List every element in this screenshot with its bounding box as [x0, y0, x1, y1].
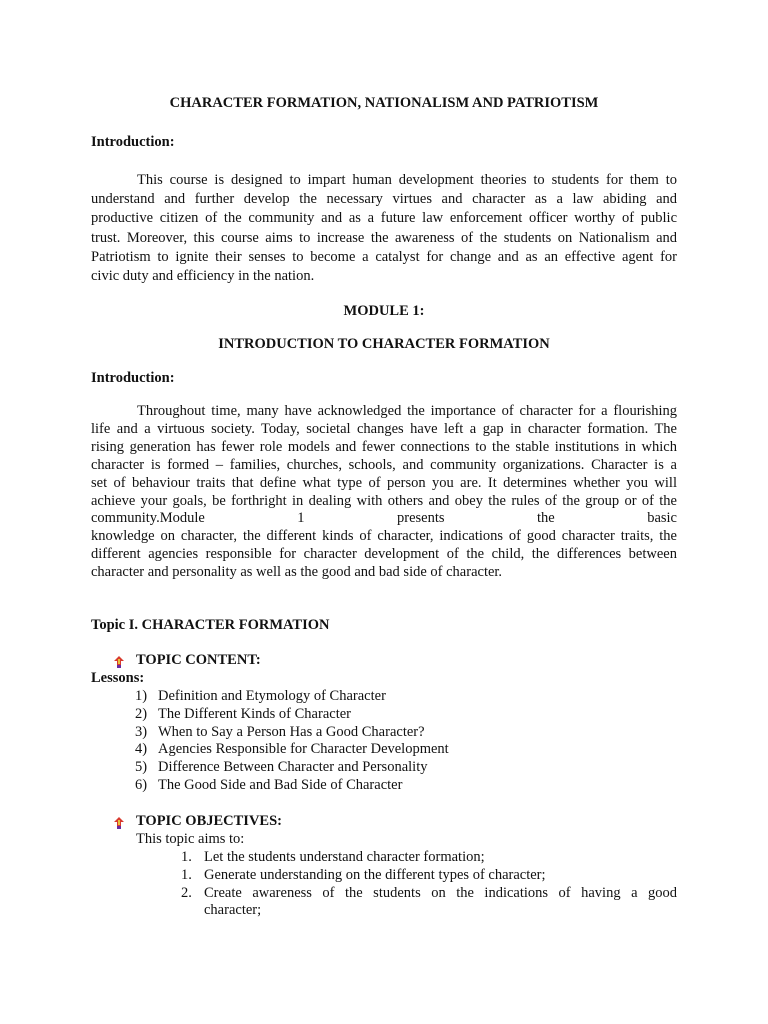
intro-line: productive citizen of the community and as a future law enforcement officer worthy of public: [91, 210, 677, 227]
module-intro-paragraph: [91, 403, 677, 582]
module-intro-line: rising generation has fewer role models and fewer connections to the stable institutions in which: [91, 438, 677, 455]
intro-line: understand and further develop the necessary virtues and character as a law abiding and: [91, 191, 677, 208]
module-title: INTRODUCTION TO CHARACTER FORMATION: [218, 336, 550, 352]
objectives-intro: This topic aims to:: [136, 831, 245, 847]
intro-line: civic duty and efficiency in the nation.: [91, 268, 315, 285]
intro-paragraph: [91, 171, 677, 286]
list-item: 1. Let the students understand character formation;: [181, 849, 485, 865]
arrow-bullet-icon: [114, 816, 124, 828]
lessons-label: Lessons:: [91, 670, 145, 686]
module-label: MODULE 1:: [343, 303, 425, 319]
module-intro-line: community.Module 1 presents the basic: [91, 510, 677, 527]
module-intro-line: set of behaviour traits that define what type of person you are. It determines whether you will: [91, 474, 677, 491]
document-page: CHARACTER FORMATION, NATIONALISM AND PATRIOTISM Introduction: This course is designed to impart human development theories to students for them to understand and further develop the necessary virtues and character as a law abiding and productive citizen of the community and as a future law enforcement officer worthy of public trust. Moreover, this course aims to increase the awareness of the students on Nationalism and Patriotism to ignite their senses to become a catalyst for change and as an effective agent for civic duty and efficiency in the nation. MODULE 1: INTRODUCTION TO CHARACTER FORMATION Introduction: Throughout time, many have acknowledged the importance of character for a flourishing life and a virtuous society. Today, societal changes have left a gap in character formation. The rising generation has fewer role models and fewer connections to the stable institutions in which character is formed – families, churches, schools, and community organizations. Character is a set of behaviour traits that define what type of person you are. It determines whether you will achieve your goals, be forthright in dealing with others and obey the rules of the group or of the community.Module 1 presents the basic knowledge on character, the different kinds of character, indications of good character traits, the different agencies responsible for character development of the child, the differences between character and personality as well as the good and bad side of character. Topic I. CHARACTER FORMATION TOPIC CONTENT: Lessons: 1) Definition and Etymology of Character 2) The Different Kinds of Character 3) When to Say a Person Has a Good Character? 4) Agencies Responsible for Character Development 5) Difference Between Character and Personality 6) The Good Side and Bad Side of Character TOPIC OBJECTIVES: This topic aims to: 1. Let the students understand character formation; 1. Generate understanding on the different types of character; 2. Create awareness of the students on the indications of having a good character;: [0, 0, 768, 1024]
arrow-bullet-icon: [114, 655, 124, 667]
topic-objectives-label: TOPIC OBJECTIVES:: [136, 813, 282, 829]
module-intro-line: different agencies responsible for character development of the child, the differences between: [91, 546, 677, 563]
module-intro-line: Throughout time, many have acknowledged the importance of character for a flourishing: [137, 403, 677, 419]
document-title: CHARACTER FORMATION, NATIONALISM AND PATRIOTISM: [169, 95, 599, 111]
module-intro-line: life and a virtuous society. Today, societal changes have left a gap in character formation. The: [91, 420, 677, 437]
module-intro-line: character is formed – families, churches, schools, and community organizations. Character is a: [91, 456, 677, 473]
intro-line: trust. Moreover, this course aims to increase the awareness of the students on Nationalism and: [91, 229, 677, 246]
topic-heading: Topic I. CHARACTER FORMATION: [91, 617, 330, 633]
module-intro-line: achieve your goals, be forthright in dealing with others and obey the rules of the group or of the: [91, 492, 677, 509]
module-intro-line: knowledge on character, the different kinds of character, indications of good character traits, the: [91, 528, 677, 545]
intro-heading: Introduction:: [91, 134, 175, 150]
module-intro-heading: Introduction:: [91, 370, 175, 386]
list-item: 2. Create awareness of the students on the indications of having a good: [181, 884, 677, 901]
intro-line: This course is designed to impart human development theories to students for them to: [137, 172, 677, 188]
objectives-list: [181, 849, 677, 920]
module-intro-line: character and personality as well as the good and bad side of character.: [91, 564, 503, 581]
topic-content-label: TOPIC CONTENT:: [136, 652, 261, 668]
list-item: 1. Generate understanding on the different types of character;: [181, 866, 546, 883]
intro-line: Patriotism to ignite their senses to become a catalyst for change and as an effective agent for: [91, 248, 677, 265]
list-item-continuation: character;: [204, 902, 262, 919]
